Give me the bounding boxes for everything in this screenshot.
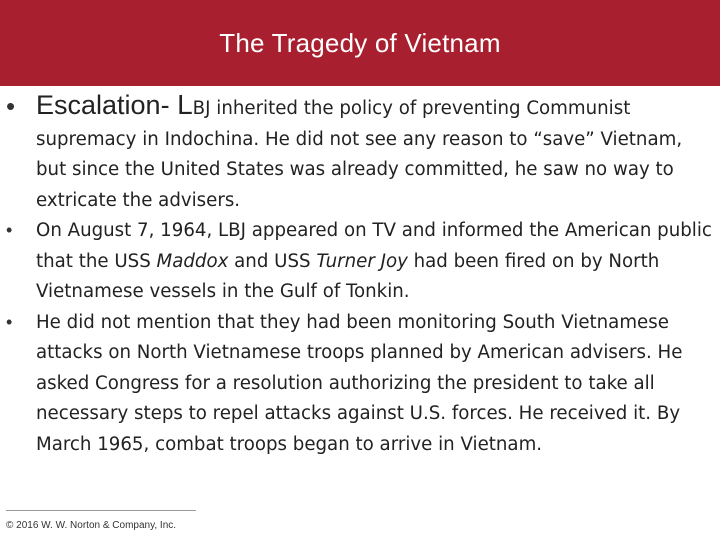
bullet-gulf-of-tonkin	[6, 216, 716, 308]
bullet-dot-icon: •	[6, 91, 16, 121]
bullet-text-part: On August 7, 1964, LBJ appeared on TV and informed the American public that the USS	[36, 220, 712, 272]
bullet-text-part: and USS	[228, 250, 317, 272]
bullet-lead-letter: L	[177, 89, 193, 120]
footer-divider	[6, 510, 196, 511]
bullet-escalation	[6, 90, 716, 216]
slide-content	[6, 90, 716, 460]
title-bar	[0, 0, 720, 86]
copyright-footer: © 2016 W. W. Norton & Company, Inc.	[6, 520, 177, 531]
bullet-text: He did not mention that they had been monitoring South Vietnamese attacks on North Vietnamese troops planned by American advisers. He asked Congress for a resolution authorizing the president to take all necessary steps to repel attacks against U.S. forces. He received it. By March 1965, combat troops began to arrive in Vietnam.	[36, 311, 683, 455]
bullet-dot-icon: •	[6, 220, 13, 240]
ship-name: Turner Joy	[316, 250, 408, 272]
bullet-dot-icon: •	[6, 311, 13, 332]
bullet-lead: Escalation-	[36, 90, 178, 120]
bullet-congress-resolution	[6, 308, 716, 461]
slide-title: The Tragedy of Vietnam	[219, 27, 501, 58]
bullet-text: BJ inherited the policy of preventing Communist supremacy in Indochina. He did not see any reason to “save” Vietnam, but since the United States was already committed, he saw no way to extricate the advisers.	[36, 98, 683, 211]
bullet-text-part: had been fired on by North Vietnamese vessels in the Gulf of Tonkin.	[36, 250, 660, 302]
ship-name: Maddox	[156, 250, 229, 272]
